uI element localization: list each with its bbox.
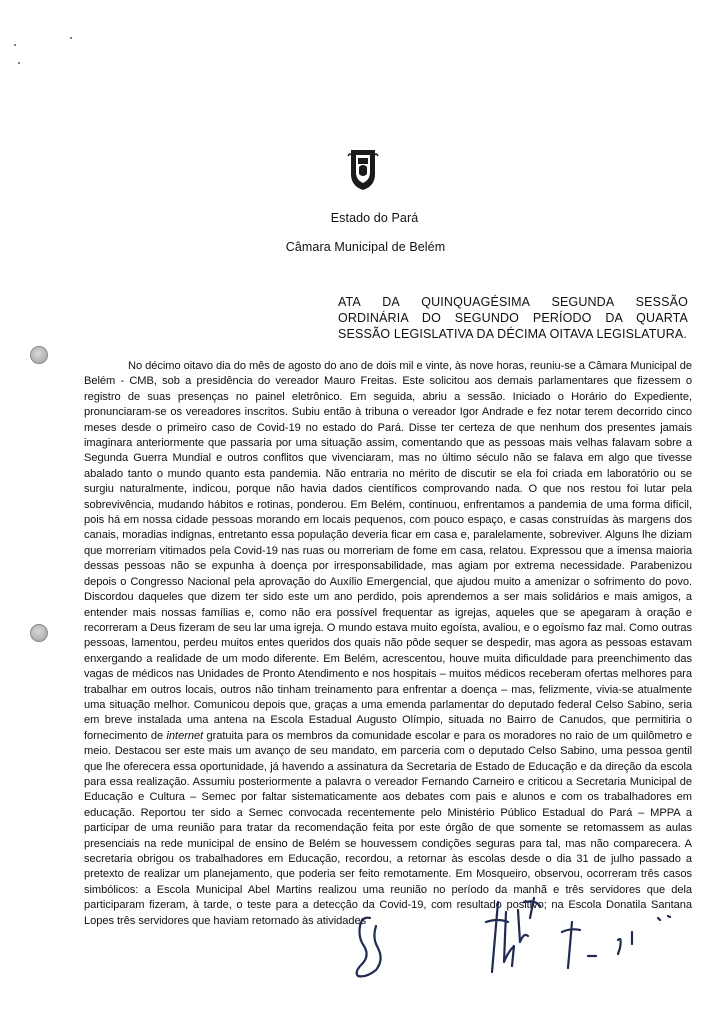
signature-2 [478, 892, 548, 984]
minutes-body [84, 359, 692, 929]
document-title: ATA DA QUINQUAGÉSIMA SEGUNDA SESSÃO ORDINÁRIA DO SEGUNDO PERÍODO DA QUARTA SESSÃO LEGISLATIVA DA DÉCIMA OITAVA LEGISLATURA. [338, 295, 688, 341]
minutes-body-part1: No décimo oitavo dia do mês de agosto do ano de dois mil e vinte, às nove horas, reuniu-se a Câmara Municipal de Belém - CMB, sob a presidência do vereador Mauro Freitas. Este solicitou aos demais parlamentares que fizessem o registro de suas presenças no painel eletrônico. Em seguida, abriu a sessão. Iniciado o Horário do Expediente, pronunciaram-se os vereadores inscritos. Subiu então à tribuna o vereador Igor Andrade e fez notar terem decorrido cinco meses desde o primeiro caso de Covid-19 no estado do Pará. Disse ter certeza de que nenhum dos presentes jamais imaginara anteriormente que passaria por uma situação assim, comentando que as pessoas mais velhas falavam sobre a Segunda Guerra Mundial e outros conflitos que vivenciaram, mas no último século não se falava em algo que tivesse abalado tanto o mundo quanto esta pandemia. Não entraria no mérito de discutir se ela foi criada em laboratório ou se surgiu naturalmente, indicou, porque não havia dados científicos comprovando nada. O que nos restou foi lutar pela sobrevivência, mudando hábitos e rotinas, ponderou. Em Belém, continuou, enfrentamos a pandemia de uma forma difícil, pois há em nossa cidade pessoas morando em locais pequenos, com pouco espaço, e casas construídas às margens dos canais, moradias indignas, entretanto essa população deveria ficar em casa e, paralelamente, sobreviver. Alguns lhe diziam que morreriam vitimados pela Covid-19 nas ruas ou morreriam de fome em casa, relatou. Expressou que a imensa maioria dessas pessoas não se expunha à doença por irresponsabilidade, mas agiam por extrema necessidade. Parabenizou depois o Congresso Nacional pela aprovação do Auxílio Emergencial, que ajudou muito a amenizar o sofrimento do povo. Discordou daqueles que dizem ter sido este um ano perdido, pois aprendemos a ser mais solidários e mais amigos, a entender mais nossas famílias e, como não era possível frequentar as igrejas, aqueles que se apegaram à oração e recorreram a Deus fizeram de seu lar uma igreja. O mundo estava muito egoísta, avaliou, e o egoísmo faz mal. Como outras pessoas, lamentou, perdeu muitos entes queridos dos quais não pôde sequer se despedir, mas agora as pessoas estavam enxergando a realidade de um modo diferente. Em Belém, acrescentou, houve muita dificuldade para preenchimento das vagas de médicos nas Unidades de Pronto Atendimento e nos hospitais – muitos médicos receberam ofertas melhores para trabalhar em outros locais, outros não tinham treinamento para enfrentar a doença – mas, felizmente, vivia-se atualmente uma situação melhor. Comunicou depois que, graças a uma emenda parlamentar do deputado federal Celso Sabino, seria em breve instalada uma antena na Escola Estadual Augusto Olímpio, situada no Bairro de Canudos, que permitiria o fornecimento de [84, 360, 692, 742]
scan-speck [70, 37, 72, 39]
punch-hole [30, 624, 48, 642]
internet-term: internet [166, 729, 204, 742]
chamber-name: Câmara Municipal de Belém [285, 240, 446, 254]
scan-speck [18, 62, 20, 64]
signature-1 [340, 912, 400, 982]
minutes-body-part2: gratuita para os membros da comunidade escolar e para os moradores no raio de um quilômetro e meio. Destacou ser este mais um avanço de seu mandato, em parceria com o deputado Celso Sabino, uma pessoa gentil que lhe oferecera essa oportunidade, já havendo a assinatura da Secretaria de Estado de Educação e da direção da escola para essa realização. Assumiu posteriormente a palavra o vereador Fernando Carneiro e criticou a Secretaria Municipal de Educação e Cultura – Semec por faltar sistematicamente aos debates com pais e alunos e com os trabalhadores em educação. Reportou ter sido a Semec convocada recentemente pelo Ministério Público Estadual do Pará – MPPA a participar de uma reunião para tratar da recomendação feita por este órgão de que somente se retomassem as aulas presenciais na rede municipal de ensino de Belém se houvessem condições seguras para tal, mas não comparecera. A secretaria obrigou os trabalhadores em Educação, recordou, a retornar às escolas desde o dia 31 de julho passado a pretexto de realizar um planejamento, que poderia ser feito remotamente. Em Mosqueiro, observou, ocorreram três casos simbólicos: a Escola Municipal Abel Martins realizou uma reunião no período da manhã e três servidores que dela participaram fizeram, à tarde, o teste para a detecção da Covid-19, com resultado positivo; na Escola Donatila Santana Lopes três servidores que haviam retornado às atividades [84, 729, 692, 927]
signature-3 [558, 908, 688, 978]
coat-of-arms-icon [347, 148, 379, 192]
scan-speck [14, 44, 16, 46]
punch-hole [30, 346, 48, 364]
state-name: Estado do Pará [330, 211, 419, 225]
